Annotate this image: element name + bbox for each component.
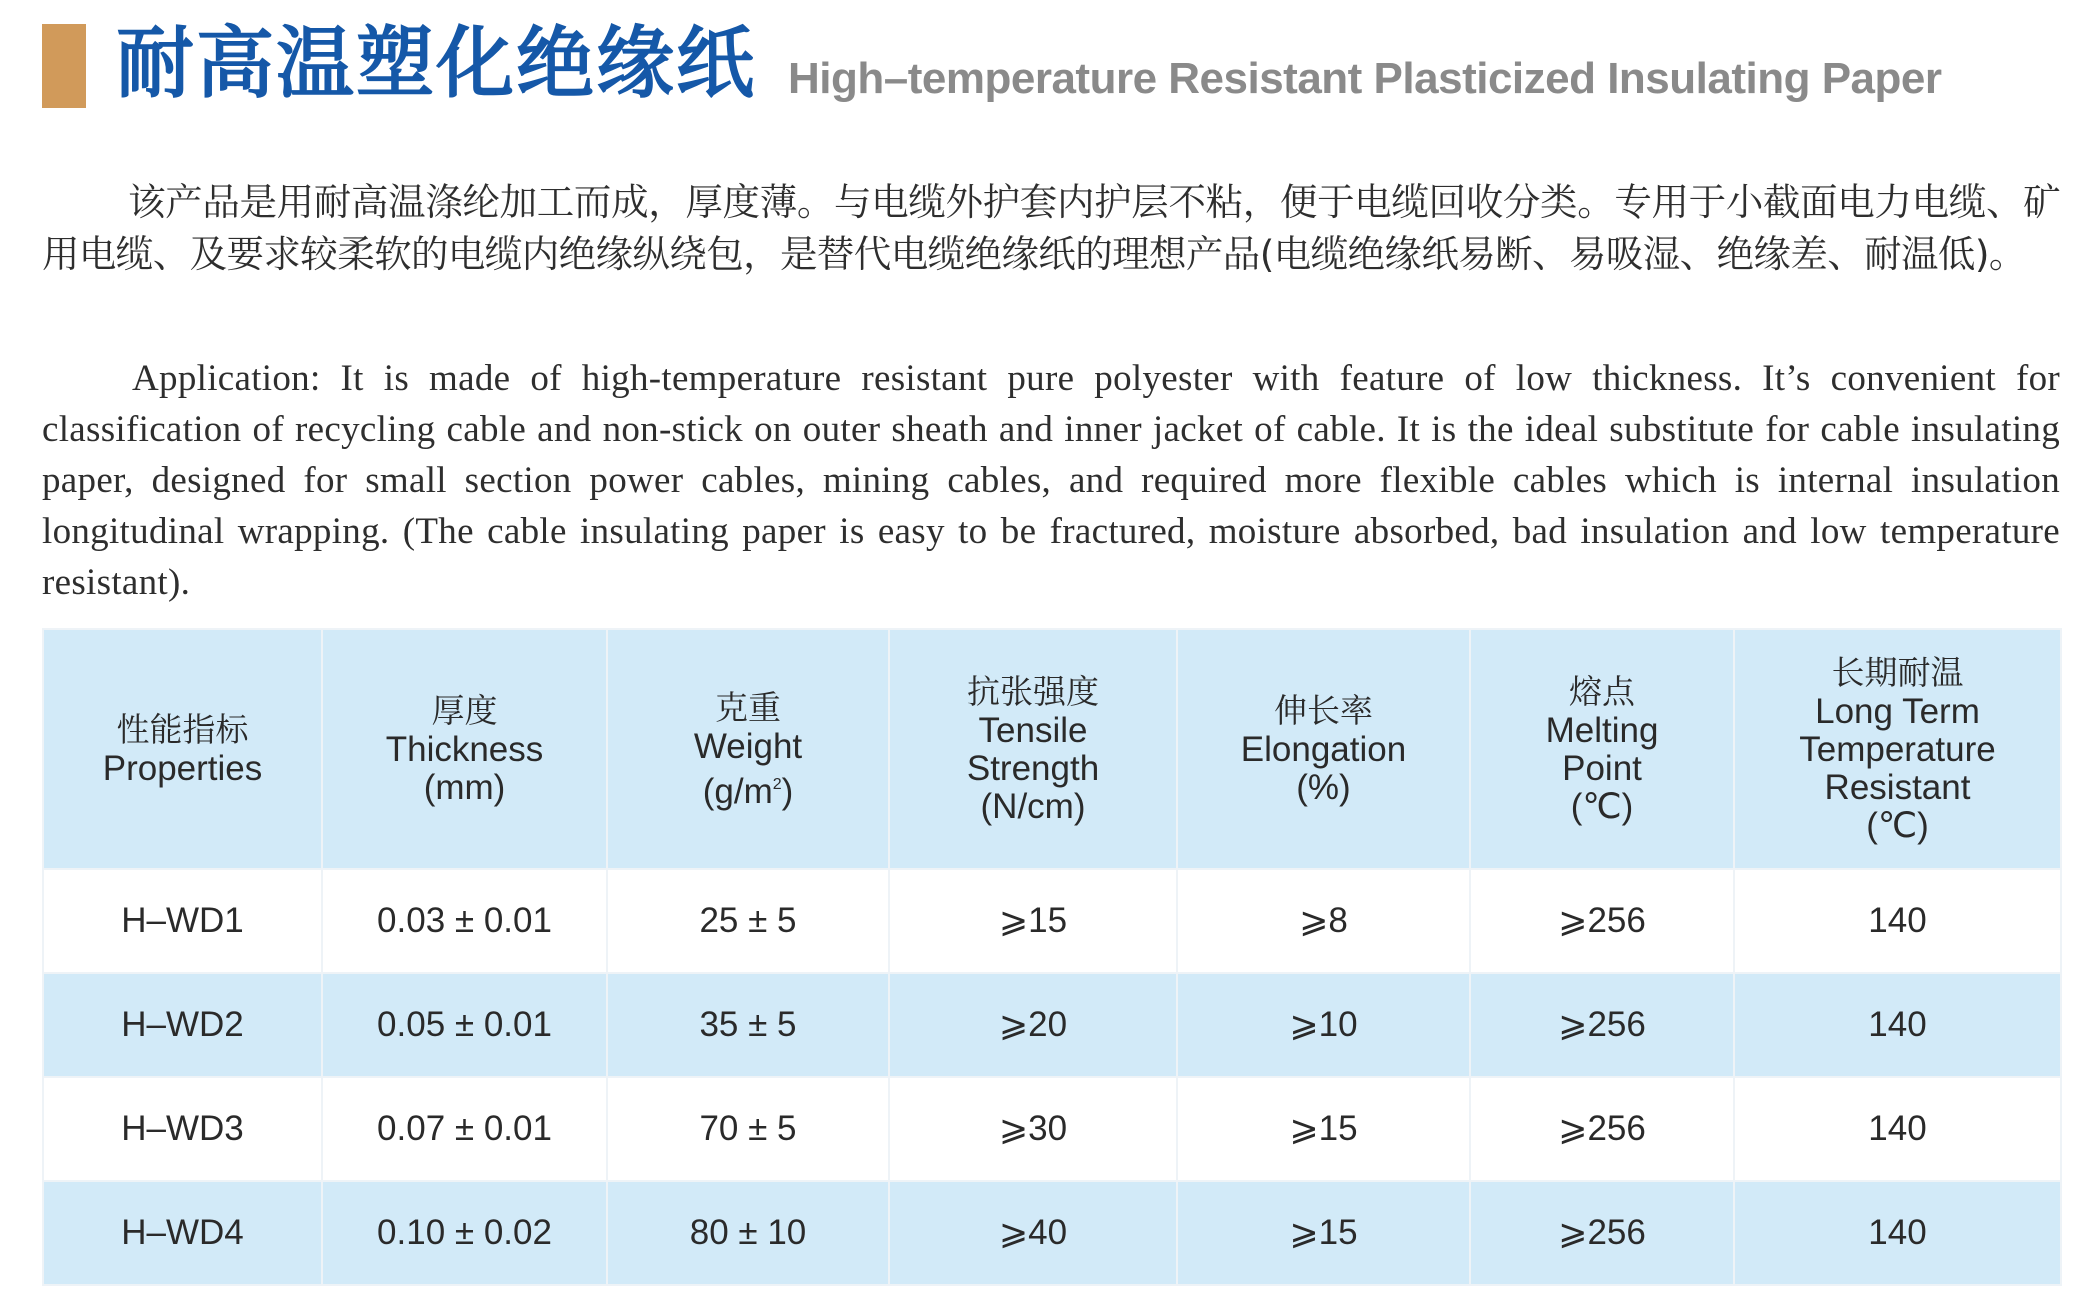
description-chinese: 该产品是用耐高温涤纶加工而成，厚度薄。与电缆外护套内护层不粘，便于电缆回收分类。专用于小截面电力电缆、矿用电缆、及要求较柔软的电缆内绝缘纵绕包，是替代电缆绝缘纸的理想产品(电缆绝缘纸易断、易吸湿、绝缘差、耐温低)。: [42, 180, 2060, 276]
page-title-english: High–temperature Resistant Plasticized Insulating Paper: [788, 54, 1942, 103]
header-weight: 克重 Weight $(g/m^2)$: [607, 629, 889, 869]
cell-weight: 25 ± 5: [607, 869, 889, 973]
cell-melting-point: ⩾256: [1470, 1077, 1734, 1181]
cell-elongation: ⩾15: [1177, 1077, 1470, 1181]
specification-table: [42, 628, 2062, 1286]
cell-tensile: ⩾40: [889, 1181, 1177, 1285]
page-title-chinese: 耐高温塑化绝缘纸: [116, 19, 757, 109]
cell-weight: 35 ± 5: [607, 973, 889, 1077]
cell-elongation: ⩾8: [1177, 869, 1470, 973]
cell-model: H–WD3: [43, 1077, 322, 1181]
header-tensile-strength: 抗张强度 Tensile Strength (N/cm): [889, 629, 1177, 869]
table-header-row: [43, 629, 2061, 869]
cell-long-term-temp: 140: [1734, 973, 2061, 1077]
table-row: [43, 973, 2061, 1077]
weight-unit: $(g/m^2)$: [702, 771, 794, 811]
cell-melting-point: ⩾256: [1470, 1181, 1734, 1285]
cell-long-term-temp: 140: [1734, 869, 2061, 973]
cell-tensile: ⩾20: [889, 973, 1177, 1077]
header-elongation: 伸长率 Elongation (%): [1177, 629, 1470, 869]
header-long-term-temperature: 长期耐温 Long Term Temperature Resistant (℃): [1734, 629, 2061, 869]
cell-thickness: 0.07 ± 0.01: [322, 1077, 607, 1181]
cell-model: H–WD4: [43, 1181, 322, 1285]
header-thickness: 厚度 Thickness (mm): [322, 629, 607, 869]
table-row: [43, 869, 2061, 973]
cell-weight: 70 ± 5: [607, 1077, 889, 1181]
cell-long-term-temp: 140: [1734, 1077, 2061, 1181]
cell-elongation: ⩾10: [1177, 973, 1470, 1077]
table-row: [43, 1181, 2061, 1285]
cell-melting-point: ⩾256: [1470, 973, 1734, 1077]
cell-tensile: ⩾15: [889, 869, 1177, 973]
cell-long-term-temp: 140: [1734, 1181, 2061, 1285]
cell-thickness: 0.10 ± 0.02: [322, 1181, 607, 1285]
cell-thickness: 0.05 ± 0.01: [322, 973, 607, 1077]
header-melting-point: 熔点 Melting Point (℃): [1470, 629, 1734, 869]
cell-melting-point: ⩾256: [1470, 869, 1734, 973]
header-properties: 性能指标 Properties: [43, 629, 322, 869]
cell-tensile: ⩾30: [889, 1077, 1177, 1181]
description-english: Application: It is made of high-temperature resistant pure polyester with feature of low thickness. It’s convenient for classification of recycling cable and non-stick on outer sheath and inner jacket of cable. It is the ideal substitute for cable insulating paper, designed for small section power cables, mining cables, and required more flexible cables which is internal insulation longitudinal wrapping. (The cable insulating paper is easy to be fractured, moisture absorbed, bad insulation and low temperature resistant).: [42, 358, 2060, 603]
cell-elongation: ⩾15: [1177, 1181, 1470, 1285]
title-accent-bar: [42, 24, 86, 108]
cell-model: H–WD1: [43, 869, 322, 973]
table-row: [43, 1077, 2061, 1181]
cell-model: H–WD2: [43, 973, 322, 1077]
cell-weight: 80 ± 10: [607, 1181, 889, 1285]
cell-thickness: 0.03 ± 0.01: [322, 869, 607, 973]
